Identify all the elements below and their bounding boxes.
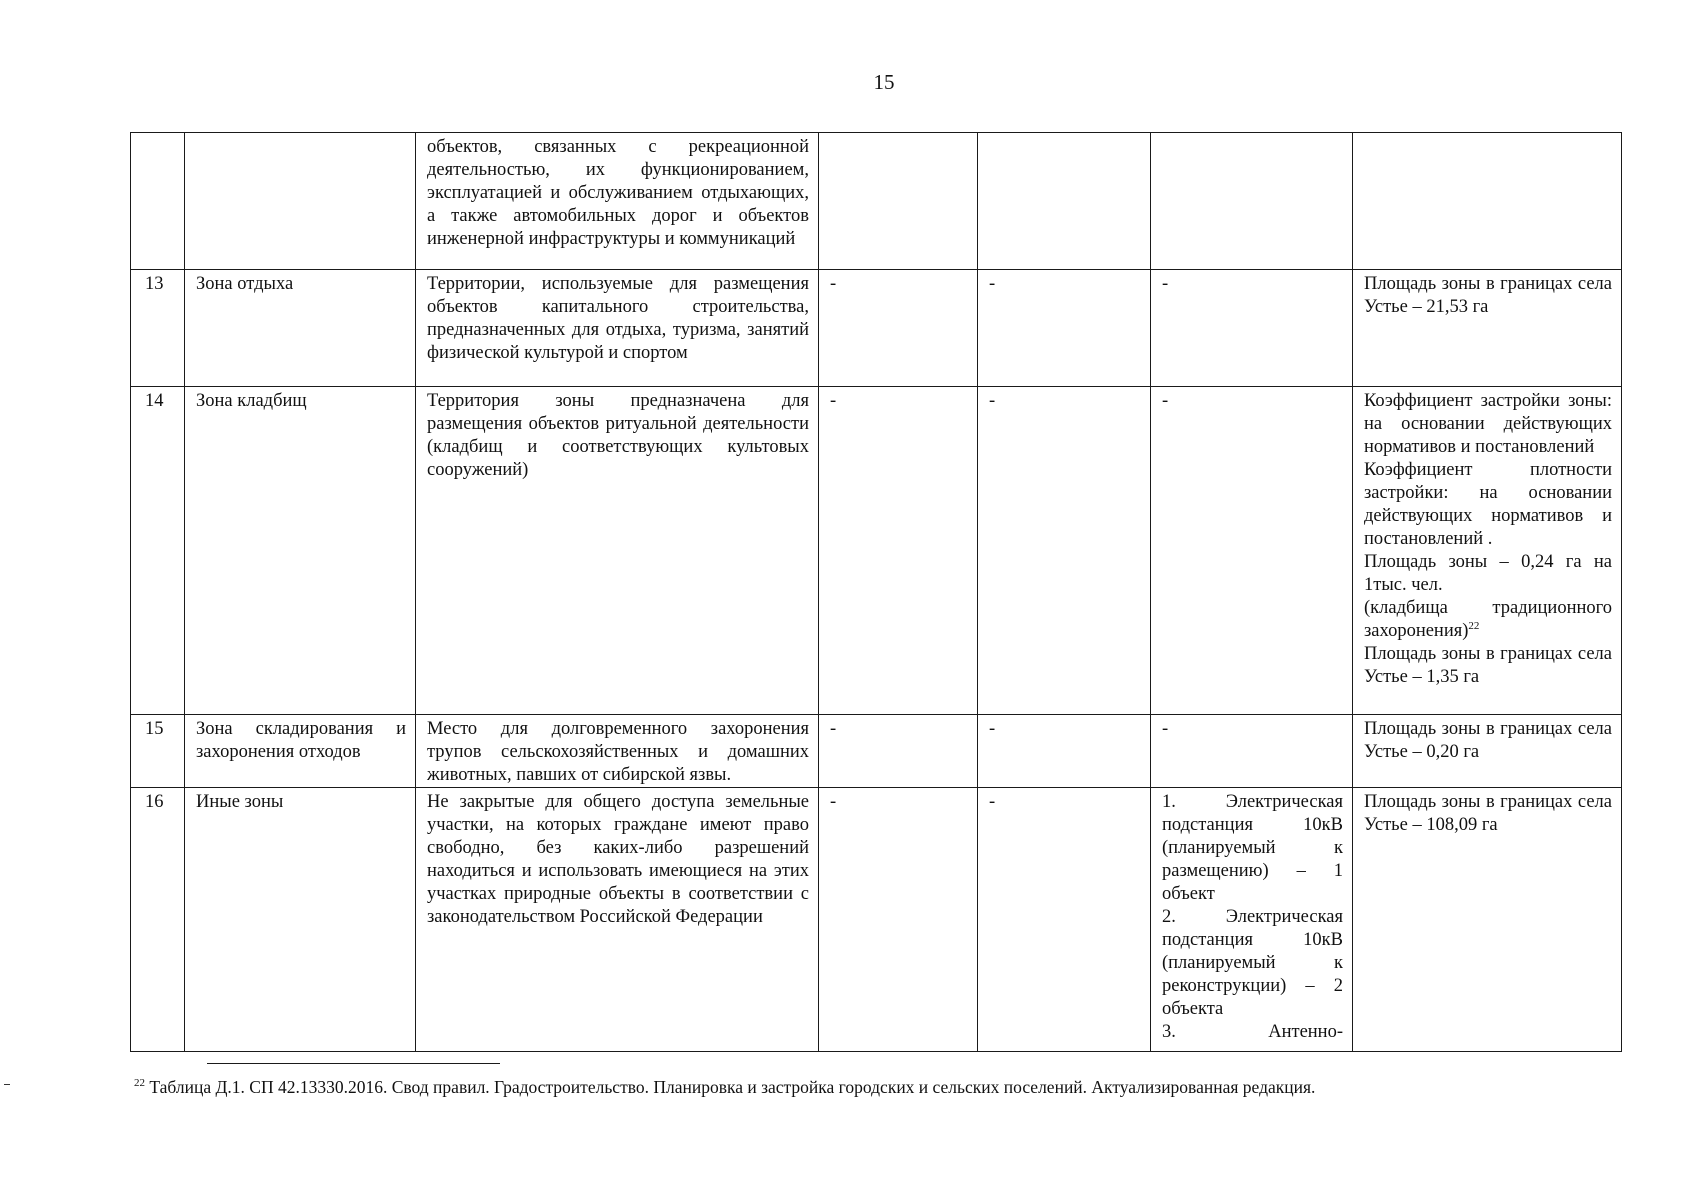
note-line [1364,597,1612,643]
footnote-number: 22 [134,1077,145,1090]
zone-name: Зона кладбищ [185,387,416,715]
zone-description: Место для долговременного захоронения трупов сельскохозяйственных и домашних животных, павших от сибирской язвы. [416,715,819,788]
note-line: Площадь зоны – 0,24 га на 1тыс. чел. [1364,552,1612,595]
object-item: 3. Антенно- [1162,1022,1343,1042]
footnote-text: Таблица Д.1. СП 42.13330.2016. Свод правил. Градостроительство. Планировка и застройка городских и сельских поселений. Актуализированная редакция. [149,1077,1316,1097]
note-line: Площадь зоны в границах села Устье – 1,35 га [1364,644,1612,687]
zone-notes [1353,270,1622,387]
row-number: 15 [131,715,185,788]
zone-name: Зона складирования и захоронения отходов [185,715,416,788]
footnote-divider [207,1063,500,1064]
margin-mark [4,1084,10,1085]
zone-notes [1353,133,1622,270]
zone-notes [1353,387,1622,715]
note-line: Коэффициент плотности застройки: на основании действующих нормативов и постановлений . [1364,460,1612,549]
cell-col4: - [819,387,978,715]
cell-col4: - [819,788,978,1052]
cell-col4 [819,133,978,270]
object-item: 2. Электрическая подстанция 10кВ (планируемый к реконструкции) – 2 объекта [1162,907,1343,1019]
table-row [131,788,1622,1052]
cell-col6 [1151,133,1353,270]
cell-col5: - [978,715,1151,788]
table-row [131,387,1622,715]
zone-description: Не закрытые для общего доступа земельные участки, на которых граждане имеют право свободно, без каких-либо разрешений находиться и использовать имеющиеся на этих участках природные объекты в соответствии с законодательством Российской Федерации [416,788,819,1052]
table-row [131,133,1622,270]
note-line: Площадь зоны в границах села Устье – 0,20 га [1364,719,1612,762]
cell-col4: - [819,270,978,387]
zone-description: объектов, связанных с рекреационной деятельностью, их функционированием, эксплуатацией и обслуживанием отдыхающих, а также автомобильных дорог и объектов инженерной инфраструктуры и коммуникаций [416,133,819,270]
infrastructure-objects [1151,788,1353,1052]
zone-description: Территория зоны предназначена для размещения объектов ритуальной деятельности (кладбищ и соответствующих культовых сооружений) [416,387,819,715]
note-line: Площадь зоны в границах села Устье – 108,09 га [1364,792,1612,835]
zone-notes [1353,788,1622,1052]
zone-name: Иные зоны [185,788,416,1052]
cell-col5: - [978,788,1151,1052]
row-number: 13 [131,270,185,387]
cell-col6: - [1151,270,1353,387]
table-row [131,715,1622,788]
object-item: 1. Электрическая подстанция 10кВ (планируемый к размещению) – 1 объект [1162,792,1343,904]
note-line: Коэффициент застройки зоны: на основании действующих нормативов и постановлений [1364,391,1612,457]
cell-col5: - [978,270,1151,387]
cell-col4: - [819,715,978,788]
zone-name [185,133,416,270]
cell-col5 [978,133,1151,270]
page-number: 15 [873,70,895,94]
cell-col5: - [978,387,1151,715]
zone-description: Территории, используемые для размещения объектов капитального строительства, предназначенных для отдыха, туризма, занятий физической культурой и спортом [416,270,819,387]
row-number: 16 [131,788,185,1052]
zone-notes [1353,715,1622,788]
cell-col6: - [1151,715,1353,788]
row-number: 14 [131,387,185,715]
footnote [134,1077,1315,1098]
row-number [131,133,185,270]
cell-col6: - [1151,387,1353,715]
note-text: (кладбища традиционного захоронения) [1364,598,1612,641]
table-row [131,270,1622,387]
zone-name: Зона отдыха [185,270,416,387]
note-line: Площадь зоны в границах села Устье – 21,53 га [1364,274,1612,317]
zones-table [130,132,1622,1052]
footnote-ref: 22 [1468,619,1480,632]
